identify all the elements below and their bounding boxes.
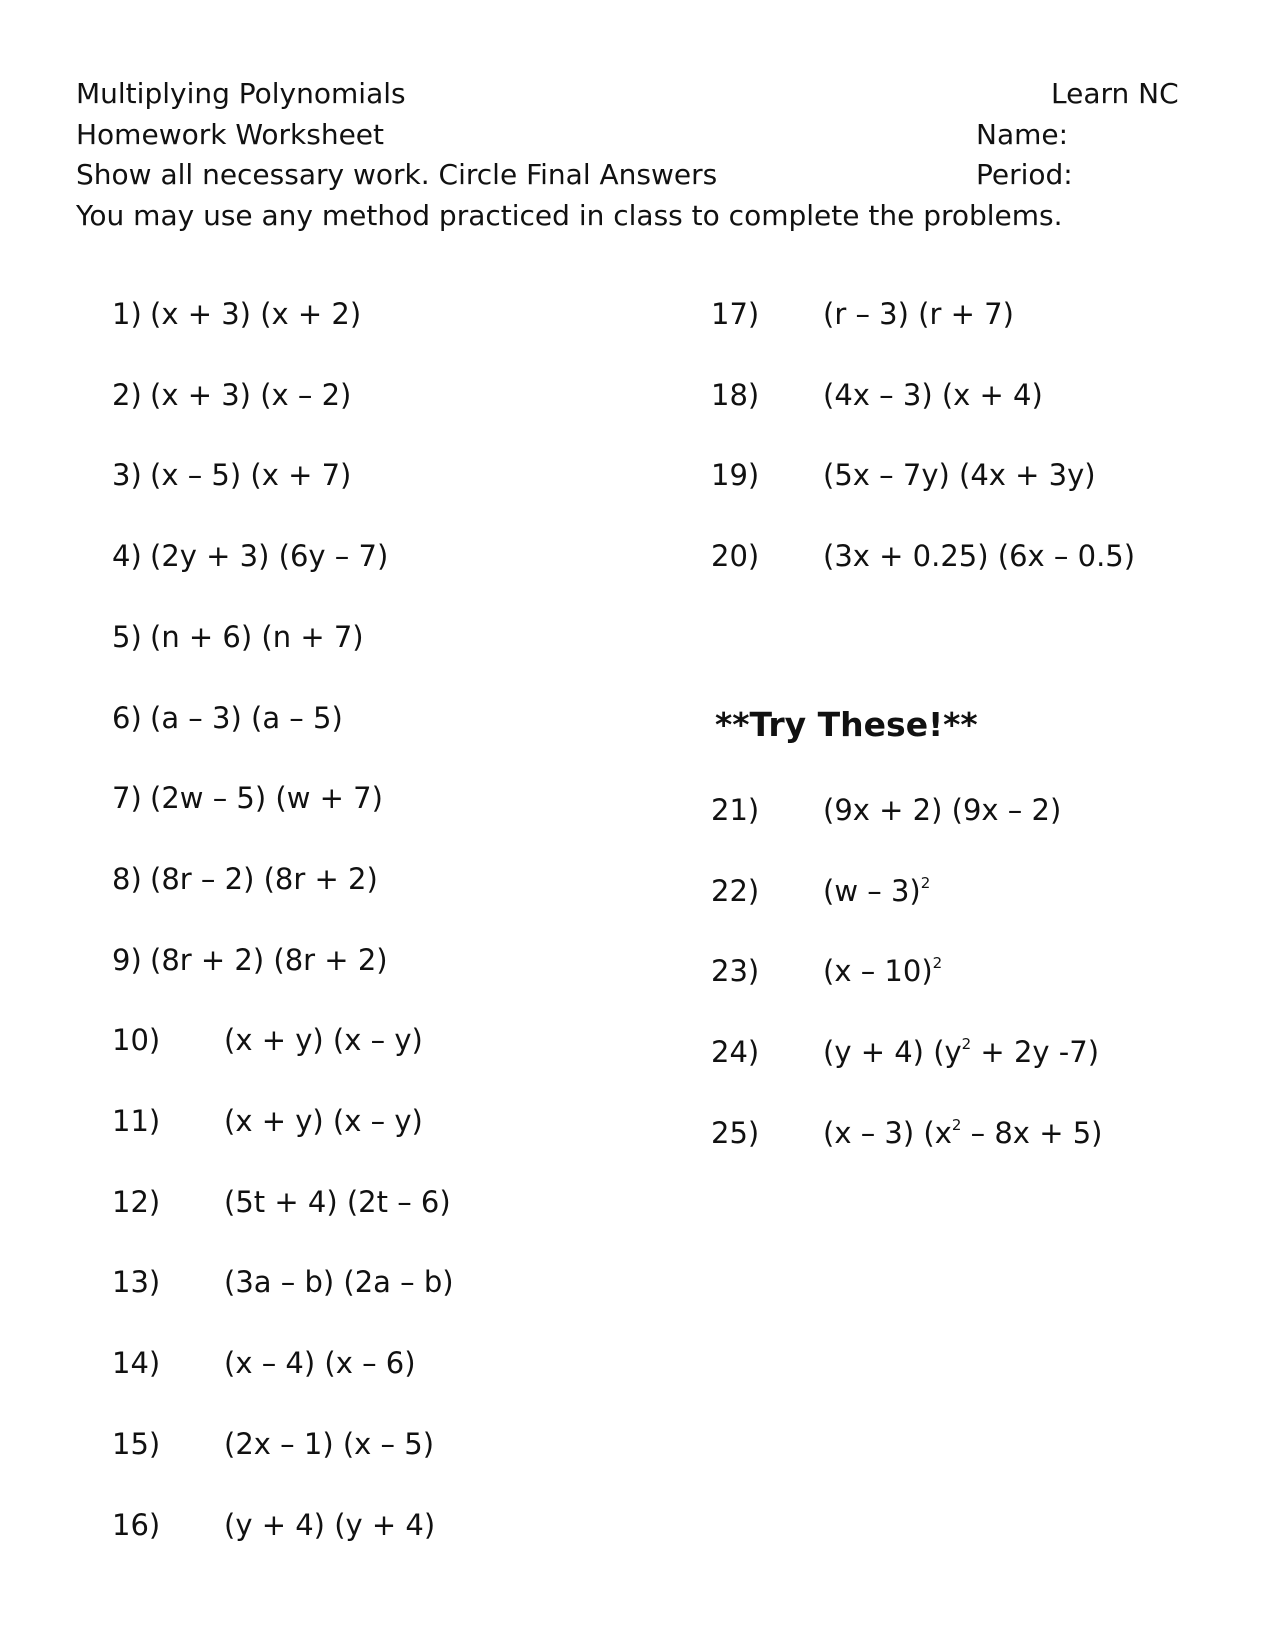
problem-expression: (x + 3) (x – 2) <box>150 378 352 412</box>
problem-number: 5) <box>112 620 142 654</box>
problem-number: 20) <box>711 539 760 573</box>
problem-expression: (2w – 5) (w + 7) <box>150 781 383 815</box>
expression-base: (y + 4) (y <box>823 1035 962 1069</box>
problem-number: 12) <box>112 1185 161 1219</box>
problem-number: 16) <box>112 1508 161 1542</box>
problem-expression: (3a – b) (2a – b) <box>224 1265 454 1299</box>
period-label: Period: <box>976 158 1073 191</box>
problem-expression: (x + y) (x – y) <box>224 1104 423 1138</box>
problem-number: 17) <box>711 297 760 331</box>
problem-number: 8) <box>112 862 142 896</box>
method-note: You may use any method practiced in class to complete the problems. <box>76 199 1063 232</box>
problem-expression <box>823 1116 1103 1150</box>
problem-expression: (y + 4) (y + 4) <box>224 1508 436 1542</box>
problem-number: 18) <box>711 378 760 412</box>
exponent: 2 <box>932 954 943 972</box>
problem-number: 13) <box>112 1265 161 1299</box>
problem-number: 1) <box>112 297 142 331</box>
problem-expression: (a – 3) (a – 5) <box>150 701 343 735</box>
problem-number: 19) <box>711 458 760 492</box>
problem-expression <box>823 793 1062 827</box>
problem-expression: (3x + 0.25) (6x – 0.5) <box>823 539 1136 573</box>
problem-number: 24) <box>711 1035 760 1069</box>
expression-base: (x – 3) (x <box>823 1116 952 1150</box>
worksheet-subtitle: Homework Worksheet <box>76 118 385 151</box>
problem-number: 2) <box>112 378 142 412</box>
try-these-heading: **Try These!** <box>715 705 978 744</box>
problem-expression: (x + 3) (x + 2) <box>150 297 362 331</box>
expression-base: (9x + 2) (9x – 2) <box>823 793 1062 827</box>
problem-number: 11) <box>112 1104 161 1138</box>
problem-number: 22) <box>711 874 760 908</box>
problem-expression: (8r + 2) (8r + 2) <box>150 943 388 977</box>
problem-number: 15) <box>112 1427 161 1461</box>
problem-expression: (2x – 1) (x – 5) <box>224 1427 435 1461</box>
worksheet-title: Multiplying Polynomials <box>76 77 406 110</box>
problem-expression <box>823 954 943 988</box>
expression-base: (x – 10) <box>823 954 933 988</box>
problem-number: 25) <box>711 1116 760 1150</box>
problem-expression: (2y + 3) (6y – 7) <box>150 539 389 573</box>
problem-number: 21) <box>711 793 760 827</box>
problem-expression: (4x – 3) (x + 4) <box>823 378 1043 412</box>
problem-expression: (5x – 7y) (4x + 3y) <box>823 458 1096 492</box>
problem-expression <box>823 874 931 908</box>
problem-expression: (r – 3) (r + 7) <box>823 297 1014 331</box>
name-label: Name: <box>976 118 1069 151</box>
problem-expression: (n + 6) (n + 7) <box>150 620 364 654</box>
expression-rest: – 8x + 5) <box>961 1116 1103 1150</box>
source-label: Learn NC <box>1051 77 1179 110</box>
expression-rest: + 2y -7) <box>971 1035 1100 1069</box>
instructions: Show all necessary work. Circle Final Answers <box>76 158 718 191</box>
problem-number: 9) <box>112 943 142 977</box>
problem-expression <box>823 1035 1100 1069</box>
problem-number: 6) <box>112 701 142 735</box>
exponent: 2 <box>920 874 931 892</box>
problem-number: 4) <box>112 539 142 573</box>
problem-expression: (x – 5) (x + 7) <box>150 458 352 492</box>
problem-number: 3) <box>112 458 142 492</box>
problem-number: 14) <box>112 1346 161 1380</box>
problem-number: 10) <box>112 1023 161 1057</box>
exponent: 2 <box>961 1035 972 1053</box>
problem-expression: (5t + 4) (2t – 6) <box>224 1185 451 1219</box>
exponent: 2 <box>951 1116 962 1134</box>
problem-number: 23) <box>711 954 760 988</box>
problem-expression: (x – 4) (x – 6) <box>224 1346 416 1380</box>
problem-number: 7) <box>112 781 142 815</box>
expression-base: (w – 3) <box>823 874 921 908</box>
problem-expression: (8r – 2) (8r + 2) <box>150 862 378 896</box>
problem-expression: (x + y) (x – y) <box>224 1023 423 1057</box>
